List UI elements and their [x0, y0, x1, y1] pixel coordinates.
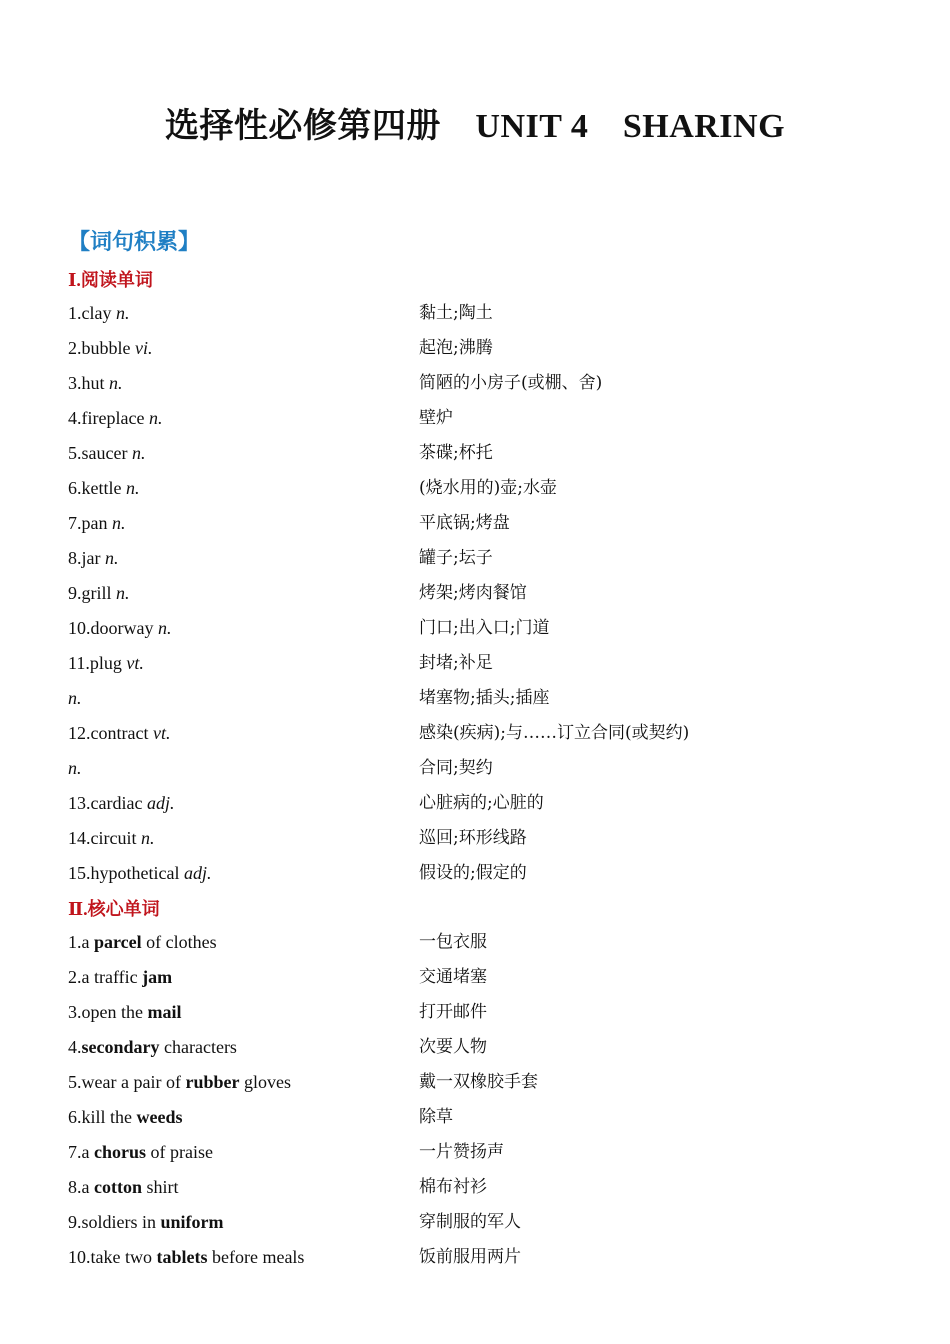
vocab-row: [0, 681, 950, 716]
phrase-meaning: 一片赞扬声: [419, 1142, 504, 1162]
phrase-meaning: 打开邮件: [419, 1002, 487, 1022]
vocab-row: [0, 821, 950, 856]
phrase-suffix: gloves: [239, 1072, 291, 1092]
vocab-word: plug: [89, 653, 127, 673]
part-of-speech: adj.: [183, 863, 212, 883]
phrase-keyword: parcel: [94, 932, 142, 952]
part-of-speech: vt.: [126, 653, 144, 673]
vocab-meaning: 烤架;烤肉餐馆: [419, 583, 527, 603]
vocab-row: [0, 611, 950, 646]
vocab-term: [68, 611, 171, 646]
part-of-speech: n.: [157, 618, 172, 638]
phrase-prefix: 1.a: [68, 932, 94, 952]
vocab-number: 9.: [68, 583, 82, 603]
phrase-suffix: of praise: [146, 1142, 213, 1162]
vocab-number: 3.: [68, 373, 82, 393]
vocab-number: 15.: [68, 863, 91, 883]
phrase-prefix: 10.take two: [68, 1247, 157, 1267]
part-of-speech: n.: [148, 408, 163, 428]
phrase-meaning: 一包衣服: [419, 932, 487, 952]
vocab-meaning: (烧水用的)壶;水壶: [419, 478, 557, 498]
phrase-meaning: 穿制服的军人: [419, 1212, 521, 1232]
vocab-term: [68, 471, 139, 506]
part-of-speech: n.: [140, 828, 155, 848]
vocab-row: [0, 471, 950, 506]
vocab-term: [68, 401, 162, 436]
vocab-row: [0, 716, 950, 751]
phrase-prefix: 4.: [68, 1037, 82, 1057]
vocab-word: jar: [81, 548, 105, 568]
phrase-keyword: chorus: [94, 1142, 147, 1162]
vocab-row: [0, 646, 950, 681]
phrase-meaning: 棉布衬衫: [419, 1177, 487, 1197]
vocab-row: [0, 506, 950, 541]
vocab-number: 12.: [68, 723, 91, 743]
vocab-number: 1.: [68, 303, 82, 323]
vocab-word: clay: [81, 303, 116, 323]
part-of-speech: n.: [115, 303, 130, 323]
vocab-term: [68, 751, 82, 786]
vocab-meaning: 平底锅;烤盘: [419, 513, 510, 533]
phrase-text: [68, 995, 181, 1030]
phrase-meaning: 次要人物: [419, 1037, 487, 1057]
vocab-row: [0, 436, 950, 471]
phrase-meaning: 交通堵塞: [419, 967, 487, 987]
vocab-word: doorway: [90, 618, 158, 638]
vocab-meaning: 堵塞物;插头;插座: [419, 688, 550, 708]
vocab-word: hut: [81, 373, 110, 393]
phrase-suffix: shirt: [142, 1177, 179, 1197]
phrase-keyword: jam: [142, 967, 173, 987]
part-of-speech: vt.: [152, 723, 171, 743]
vocab-word: bubble: [81, 338, 135, 358]
vocab-word: hypothetical: [90, 863, 184, 883]
vocab-term: [68, 856, 212, 891]
part-of-speech: n.: [104, 548, 119, 568]
phrase-prefix: 5.wear a pair of: [68, 1072, 186, 1092]
vocab-number: 6.: [68, 478, 82, 498]
vocab-word: circuit: [90, 828, 141, 848]
vocab-meaning: 简陋的小房子(或棚、舍): [419, 373, 603, 393]
vocab-meaning: 门口;出入口;门道: [419, 618, 550, 638]
phrase-row: [0, 1030, 950, 1065]
phrase-prefix: 2.a traffic: [68, 967, 143, 987]
phrase-row: [0, 960, 950, 995]
phrase-suffix: before meals: [207, 1247, 305, 1267]
vocab-term: [68, 436, 145, 471]
phrase-keyword: weeds: [136, 1107, 183, 1127]
vocab-number: 14.: [68, 828, 91, 848]
vocab-row: [0, 576, 950, 611]
vocab-meaning: 心脏病的;心脏的: [419, 793, 544, 813]
vocab-term: [68, 541, 118, 576]
phrase-text: [68, 925, 217, 960]
phrase-text: [68, 1205, 224, 1240]
vocab-meaning: 起泡;沸腾: [419, 338, 493, 358]
part-of-speech: n.: [116, 583, 130, 603]
vocab-row: [0, 856, 950, 891]
vocab-term: [68, 821, 154, 856]
vocab-row: [0, 786, 950, 821]
phrase-text: [68, 1030, 237, 1065]
phrase-keyword: secondary: [81, 1037, 160, 1057]
vocab-number: 2.: [68, 338, 82, 358]
vocab-row: [0, 401, 950, 436]
phrase-keyword: mail: [147, 1002, 182, 1022]
phrase-prefix: 8.a: [68, 1177, 94, 1197]
vocab-word: pan: [81, 513, 112, 533]
vocab-meaning: 罐子;坛子: [419, 548, 493, 568]
phrase-suffix: characters: [159, 1037, 237, 1057]
phrase-prefix: 3.open the: [68, 1002, 148, 1022]
phrase-meaning: 饭前服用两片: [419, 1247, 521, 1267]
phrase-text: [68, 1065, 291, 1100]
vocab-word: contract: [90, 723, 153, 743]
phrase-row: [0, 995, 950, 1030]
phrase-prefix: 7.a: [68, 1142, 94, 1162]
phrase-keyword: rubber: [185, 1072, 240, 1092]
core-words-heading: Ⅱ.核心单词: [68, 899, 160, 919]
vocab-number: 4.: [68, 408, 82, 428]
part-of-speech: n.: [112, 513, 126, 533]
part-of-speech: vi.: [135, 338, 153, 358]
vocab-meaning: 壁炉: [419, 408, 453, 428]
core-words-list: [0, 925, 950, 1275]
phrase-row: [0, 1170, 950, 1205]
phrase-row: [0, 1205, 950, 1240]
phrase-meaning: 除草: [419, 1107, 453, 1127]
vocab-number: 8.: [68, 548, 82, 568]
phrase-suffix: of clothes: [141, 932, 217, 952]
vocab-term: [68, 506, 126, 541]
vocab-row: [0, 751, 950, 786]
vocab-meaning: 茶碟;杯托: [419, 443, 493, 463]
vocab-term: [68, 331, 153, 366]
phrase-row: [0, 1100, 950, 1135]
phrase-keyword: cotton: [94, 1177, 142, 1197]
vocab-term: [68, 296, 129, 331]
vocab-number: 13.: [68, 793, 91, 813]
reading-words-heading: Ⅰ.阅读单词: [68, 270, 153, 290]
phrase-keyword: uniform: [160, 1212, 224, 1232]
vocab-word: fireplace: [81, 408, 149, 428]
phrase-row: [0, 1065, 950, 1100]
vocab-meaning: 感染(疾病);与……订立合同(或契约): [419, 723, 690, 743]
phrase-text: [68, 960, 172, 995]
phrase-prefix: 9.soldiers in: [68, 1212, 161, 1232]
vocab-meaning: 黏土;陶土: [419, 303, 493, 323]
phrase-row: [0, 925, 950, 960]
phrase-row: [0, 1240, 950, 1275]
vocab-meaning: 巡回;环形线路: [419, 828, 527, 848]
phrase-row: [0, 1135, 950, 1170]
vocab-number: 10.: [68, 618, 91, 638]
vocab-row: [0, 331, 950, 366]
vocab-row: [0, 296, 950, 331]
vocab-term: [68, 366, 123, 401]
vocab-term: [68, 716, 170, 751]
part-of-speech: adj.: [146, 793, 175, 813]
vocab-row: [0, 541, 950, 576]
vocab-meaning: 合同;契约: [419, 758, 493, 778]
vocab-meaning: 假设的;假定的: [419, 863, 527, 883]
vocab-word: cardiac: [90, 793, 147, 813]
reading-words-list: [0, 296, 950, 891]
vocab-number: 11.: [68, 653, 90, 673]
phrase-prefix: 6.kill the: [68, 1107, 137, 1127]
vocab-word: saucer: [81, 443, 132, 463]
vocab-word: grill: [81, 583, 116, 603]
vocab-term: [68, 646, 144, 681]
vocab-term: [68, 786, 174, 821]
vocab-term: [68, 576, 130, 611]
vocab-term: [68, 681, 82, 716]
vocab-word: kettle: [81, 478, 126, 498]
phrase-text: [68, 1170, 179, 1205]
part-of-speech: n.: [131, 443, 146, 463]
part-of-speech: n.: [125, 478, 140, 498]
phrase-text: [68, 1100, 183, 1135]
vocab-number: 7.: [68, 513, 82, 533]
phrase-text: [68, 1240, 304, 1275]
vocab-meaning: 封堵;补足: [419, 653, 493, 673]
section-heading: 【词句积累】: [68, 230, 201, 255]
vocab-row: [0, 366, 950, 401]
phrase-meaning: 戴一双橡胶手套: [419, 1072, 538, 1092]
part-of-speech: n.: [68, 758, 82, 778]
phrase-keyword: tablets: [156, 1247, 208, 1267]
part-of-speech: n.: [109, 373, 123, 393]
part-of-speech: n.: [68, 688, 82, 708]
phrase-text: [68, 1135, 213, 1170]
vocab-number: 5.: [68, 443, 82, 463]
page-title: 选择性必修第四册 UNIT 4 SHARING: [164, 108, 786, 145]
